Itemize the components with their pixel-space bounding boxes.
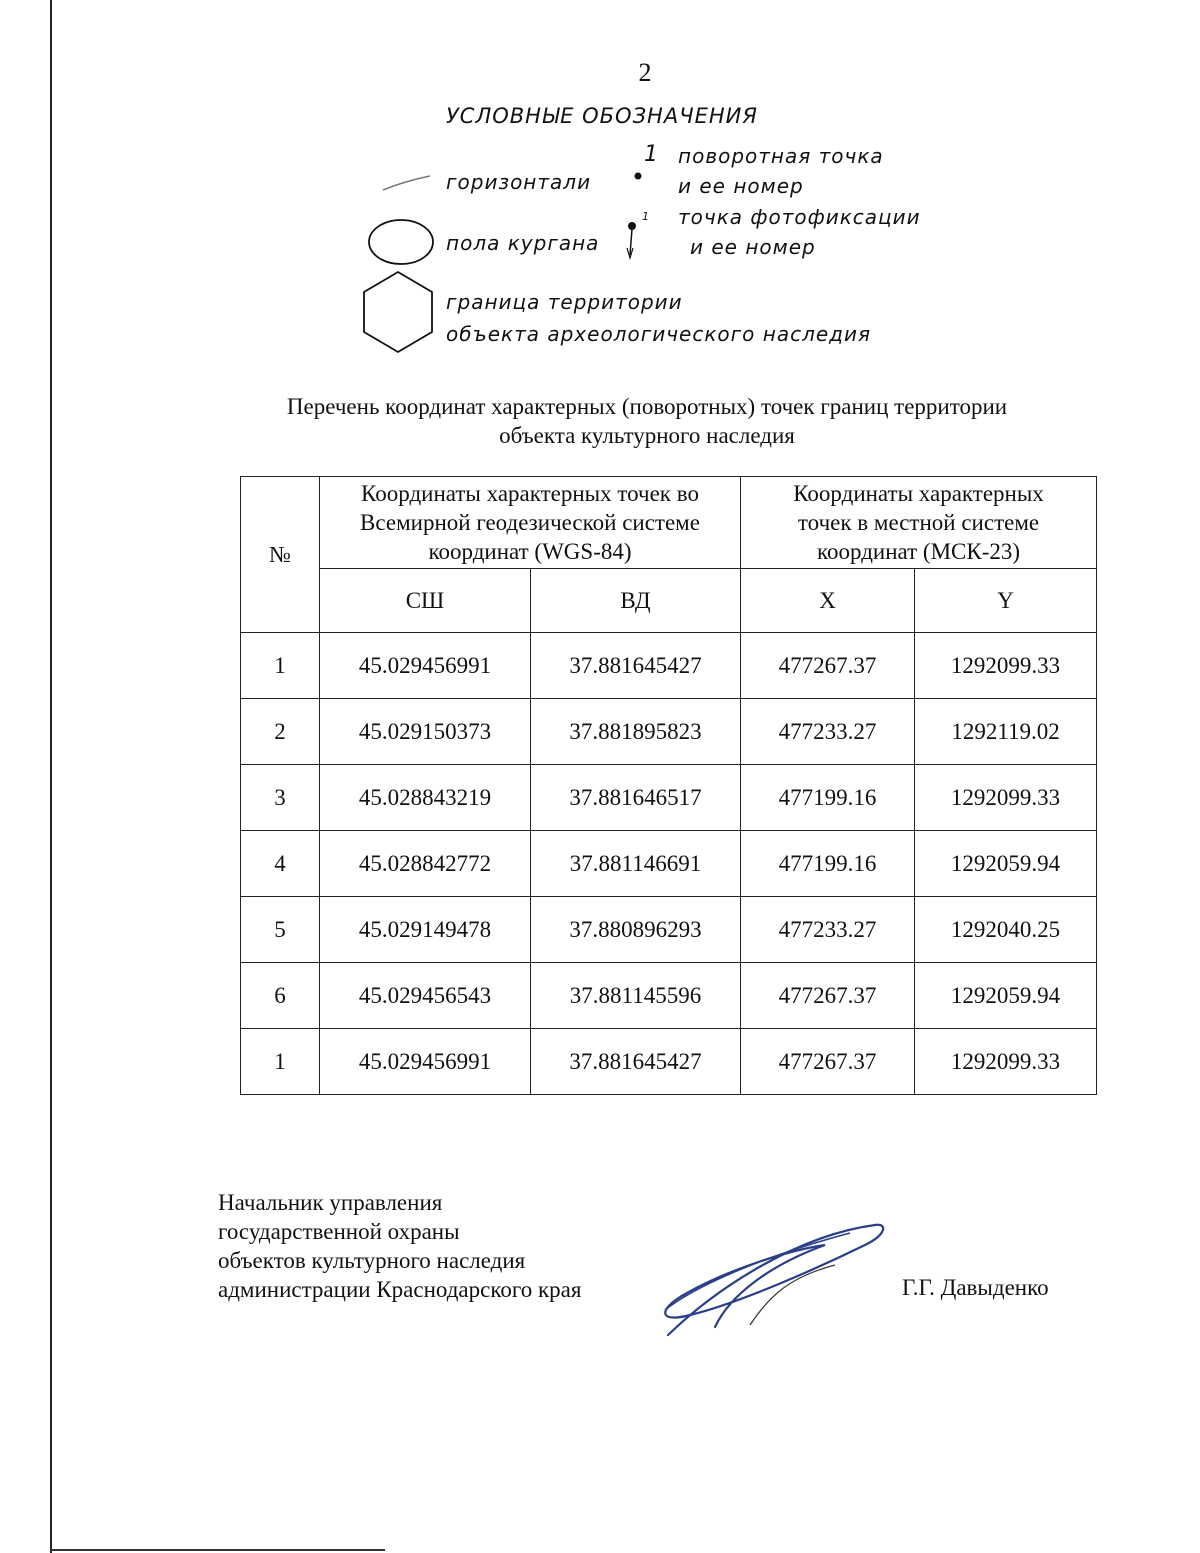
cell-point-number: 6: [241, 963, 320, 1029]
cell-latitude: 45.029456991: [320, 633, 531, 699]
cell-y: 1292119.02: [915, 699, 1097, 765]
photo-point-symbol: [627, 222, 636, 258]
cell-latitude: 45.029149478: [320, 897, 531, 963]
legend-turning-point-number: 1: [644, 142, 659, 167]
table-row: [241, 1029, 1097, 1095]
column-header-latitude: СШ: [320, 569, 531, 633]
column-group-header-wgs84: Координаты характерных точек во Всемирной геодезической системе координат (WGS-84): [320, 477, 741, 569]
table-header-group-row: [241, 477, 1097, 569]
signatory-position-line2: государственной охраны: [218, 1219, 460, 1244]
cell-latitude: 45.028843219: [320, 765, 531, 831]
cell-latitude: 45.028842772: [320, 831, 531, 897]
table-row: [241, 897, 1097, 963]
cell-y: 1292040.25: [915, 897, 1097, 963]
boundary-hexagon-symbol: [364, 272, 432, 352]
column-group-header-msk23: Координаты характерных точек в местной системе координат (МСК-23): [741, 477, 1097, 569]
table-row: [241, 831, 1097, 897]
cell-x: 477199.16: [741, 831, 915, 897]
legend-photo-point-label-2: и ее номер: [690, 235, 816, 259]
cell-longitude: 37.881645427: [531, 1029, 741, 1095]
coordinates-table: [240, 476, 1097, 1095]
signatory-position-line4: администрации Краснодарского края: [218, 1277, 582, 1302]
cell-x: 477267.37: [741, 963, 915, 1029]
cell-latitude: 45.029456991: [320, 1029, 531, 1095]
legend-mound-label: пола кургана: [446, 231, 600, 255]
legend-turning-point-label-1: поворотная точка: [678, 144, 884, 168]
table-row: [241, 633, 1097, 699]
cell-longitude: 37.881645427: [531, 633, 741, 699]
table-row: [241, 765, 1097, 831]
cell-latitude: 45.029456543: [320, 963, 531, 1029]
cell-point-number: 2: [241, 699, 320, 765]
legend-photo-point-label-1: точка фотофиксации: [678, 205, 921, 229]
cell-x: 477233.27: [741, 699, 915, 765]
legend-boundary-label-1: граница территории: [446, 290, 683, 314]
column-header-number: №: [241, 477, 320, 633]
table-header-sub-row: [241, 569, 1097, 633]
cell-y: 1292099.33: [915, 633, 1097, 699]
cell-x: 477267.37: [741, 633, 915, 699]
cell-longitude: 37.880896293: [531, 897, 741, 963]
coordinates-list-title-line1: Перечень координат характерных (поворотных) точек границ территории: [286, 394, 1008, 419]
signatory-position-line1: Начальник управления: [218, 1190, 443, 1215]
table-row: [241, 699, 1097, 765]
mound-ellipse-symbol: [369, 220, 433, 264]
coordinates-list-title-line2: объекта культурного наследия: [499, 423, 795, 448]
cell-longitude: 37.881145596: [531, 963, 741, 1029]
cell-latitude: 45.029150373: [320, 699, 531, 765]
column-header-longitude: ВД: [531, 569, 741, 633]
cell-point-number: 5: [241, 897, 320, 963]
cell-longitude: 37.881146691: [531, 831, 741, 897]
cell-x: 477199.16: [741, 765, 915, 831]
signatory-position-line3: объектов культурного наследия: [218, 1248, 526, 1273]
cell-longitude: 37.881895823: [531, 699, 741, 765]
signatory-name: Г.Г. Давыденко: [902, 1275, 1049, 1300]
cell-y: 1292099.33: [915, 765, 1097, 831]
cell-x: 477233.27: [741, 897, 915, 963]
page-number: 2: [638, 58, 652, 87]
legend-photo-point-number: 1: [642, 210, 650, 223]
handwritten-signature: [650, 1215, 890, 1345]
cell-point-number: 1: [241, 1029, 320, 1095]
contour-line-symbol: [383, 176, 430, 190]
cell-point-number: 4: [241, 831, 320, 897]
cell-y: 1292059.94: [915, 963, 1097, 1029]
table-row: [241, 963, 1097, 1029]
scan-edge-bottom: [50, 1549, 385, 1551]
column-header-y: Y: [915, 569, 1097, 633]
legend-turning-point-label-2: и ее номер: [678, 174, 804, 198]
signatory-position: [218, 1188, 581, 1304]
cell-x: 477267.37: [741, 1029, 915, 1095]
cell-y: 1292059.94: [915, 831, 1097, 897]
cell-point-number: 1: [241, 633, 320, 699]
cell-point-number: 3: [241, 765, 320, 831]
coordinates-list-title: [200, 392, 1094, 450]
legend-boundary-label-2: объекта археологического наследия: [446, 322, 872, 346]
cell-y: 1292099.33: [915, 1029, 1097, 1095]
cell-longitude: 37.881646517: [531, 765, 741, 831]
legend-title: УСЛОВНЫЕ ОБОЗНАЧЕНИЯ: [446, 104, 758, 128]
turning-point-dot-symbol: [635, 173, 642, 180]
legend-contours-label: горизонтали: [446, 170, 592, 194]
column-header-x: X: [741, 569, 915, 633]
